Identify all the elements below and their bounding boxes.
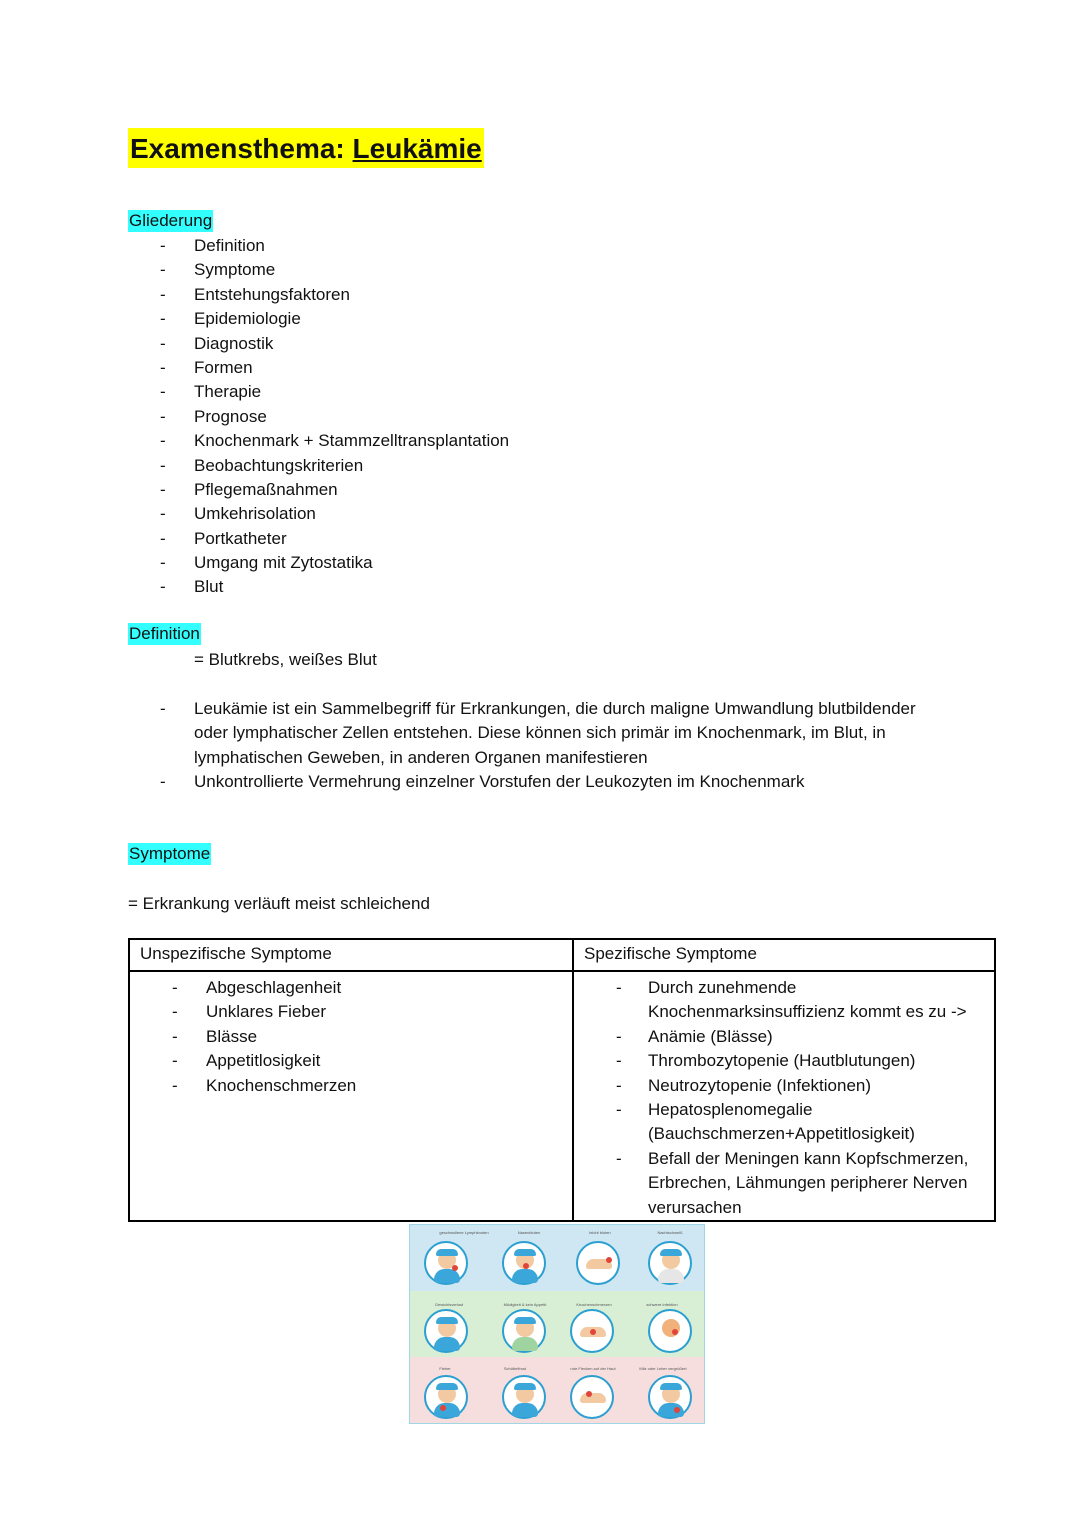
outline-item: - Blut <box>160 575 509 599</box>
symptom-item: - Hepatosplenomegalie (Bauchschmerzen+Appetitlosigkeit) <box>574 1098 994 1147</box>
title-prefix: Examensthema: <box>130 133 353 164</box>
nosebleed-icon <box>502 1241 546 1285</box>
outline-item: - Diagnostik <box>160 332 509 356</box>
symptom-item: - Neutrozytopenie (Infektionen) <box>574 1074 994 1098</box>
symptoms-intro: = Erkrankung verläuft meist schleichend <box>128 894 430 913</box>
symptom-item: - Blässe <box>130 1025 572 1049</box>
symptoms-heading: Symptome <box>129 844 211 863</box>
outline-list <box>160 234 509 600</box>
outline-item: - Formen <box>160 356 509 380</box>
column-header-specific: Spezifische Symptome <box>573 939 995 971</box>
symptom-item: - Unklares Fieber <box>130 1000 572 1024</box>
figure-caption: Fieber <box>439 1366 451 1371</box>
definition-synonym: = Blutkrebs, weißes Blut <box>194 650 377 669</box>
swollen-lymph-nodes-icon <box>424 1241 468 1285</box>
enlarged-spleen-liver-icon <box>648 1375 692 1419</box>
symptom-item: - Abgeschlagenheit <box>130 976 572 1000</box>
definition-heading: Definition <box>129 624 200 643</box>
symptom-item: - Anämie (Blässe) <box>574 1025 994 1049</box>
outline-item: - Epidemiologie <box>160 307 509 331</box>
unspecific-symptoms-cell <box>129 971 573 1221</box>
title-topic: Leukämie <box>352 133 482 164</box>
symptom-item: - Knochenschmerzen <box>130 1074 572 1098</box>
outline-item: - Definition <box>160 234 509 258</box>
symptom-item: - Appetitlosigkeit <box>130 1049 572 1073</box>
column-header-unspecific: Unspezifische Symptome <box>129 939 573 971</box>
figure-caption: schwere Infektion <box>646 1302 678 1307</box>
figure-caption: geschwollene Lymphknoten <box>439 1230 489 1235</box>
symptom-item: - Durch zunehmende Knochenmarksinsuffizienz kommt es zu -> <box>574 976 994 1025</box>
outline-heading: Gliederung <box>129 211 213 230</box>
outline-item: - Symptome <box>160 258 509 282</box>
page-title <box>128 128 484 168</box>
figure-caption: leicht bluten <box>589 1230 611 1235</box>
outline-item: - Portkatheter <box>160 527 509 551</box>
symptom-item: - Befall der Meningen kann Kopfschmerzen, Erbrechen, Lähmungen peripherer Nerven verursachen <box>574 1147 994 1220</box>
symptom-item: - Thrombozytopenie (Hautblutungen) <box>574 1049 994 1073</box>
severe-infection-icon <box>648 1309 692 1353</box>
easy-bleeding-icon <box>576 1241 620 1285</box>
outline-item: - Umgang mit Zytostatika <box>160 551 509 575</box>
night-sweats-icon <box>648 1241 692 1285</box>
outline-item: - Knochenmark + Stammzelltransplantation <box>160 429 509 453</box>
outline-item: - Pflegemaßnahmen <box>160 478 509 502</box>
figure-caption: Gewichtsverlust <box>434 1302 464 1307</box>
outline-item: - Beobachtungskriterien <box>160 454 509 478</box>
weight-loss-icon <box>424 1309 468 1353</box>
figure-caption: Knochenschmerzen <box>576 1302 612 1307</box>
outline-item: - Therapie <box>160 380 509 404</box>
figure-caption: rote Flecken auf der Haut <box>570 1366 616 1371</box>
outline-item: - Prognose <box>160 405 509 429</box>
fatigue-icon <box>502 1309 546 1353</box>
figure-caption: Müdigkeit & kein Appetit <box>503 1302 547 1307</box>
figure-caption: Schüttelfrost <box>503 1366 527 1371</box>
symptoms-table <box>128 938 996 1222</box>
red-skin-spots-icon <box>570 1375 614 1419</box>
outline-item: - Umkehrisolation <box>160 502 509 526</box>
figure-caption: Milz oder Leber vergrößert <box>639 1366 687 1371</box>
specific-symptoms-cell <box>573 971 995 1221</box>
bone-pain-icon <box>570 1309 614 1353</box>
fever-icon <box>424 1375 468 1419</box>
symptoms-illustration <box>409 1224 705 1424</box>
definition-point: - Leukämie ist ein Sammelbegriff für Erkrankungen, die durch maligne Umwandlung blutbildender oder lymphatischer Zellen entstehen. Diese können sich primär im Knochenmark, im Blut, in lymphatischen Geweben, in anderen Organen manifestieren <box>160 697 920 770</box>
definition-point: - Unkontrollierte Vermehrung einzelner Vorstufen der Leukozyten im Knochenmark <box>160 770 920 794</box>
figure-caption: Nachtschweiß <box>657 1230 683 1235</box>
chills-icon <box>502 1375 546 1419</box>
figure-caption: Nasenbluten <box>517 1230 541 1235</box>
outline-item: - Entstehungsfaktoren <box>160 283 509 307</box>
definition-points <box>160 697 920 795</box>
